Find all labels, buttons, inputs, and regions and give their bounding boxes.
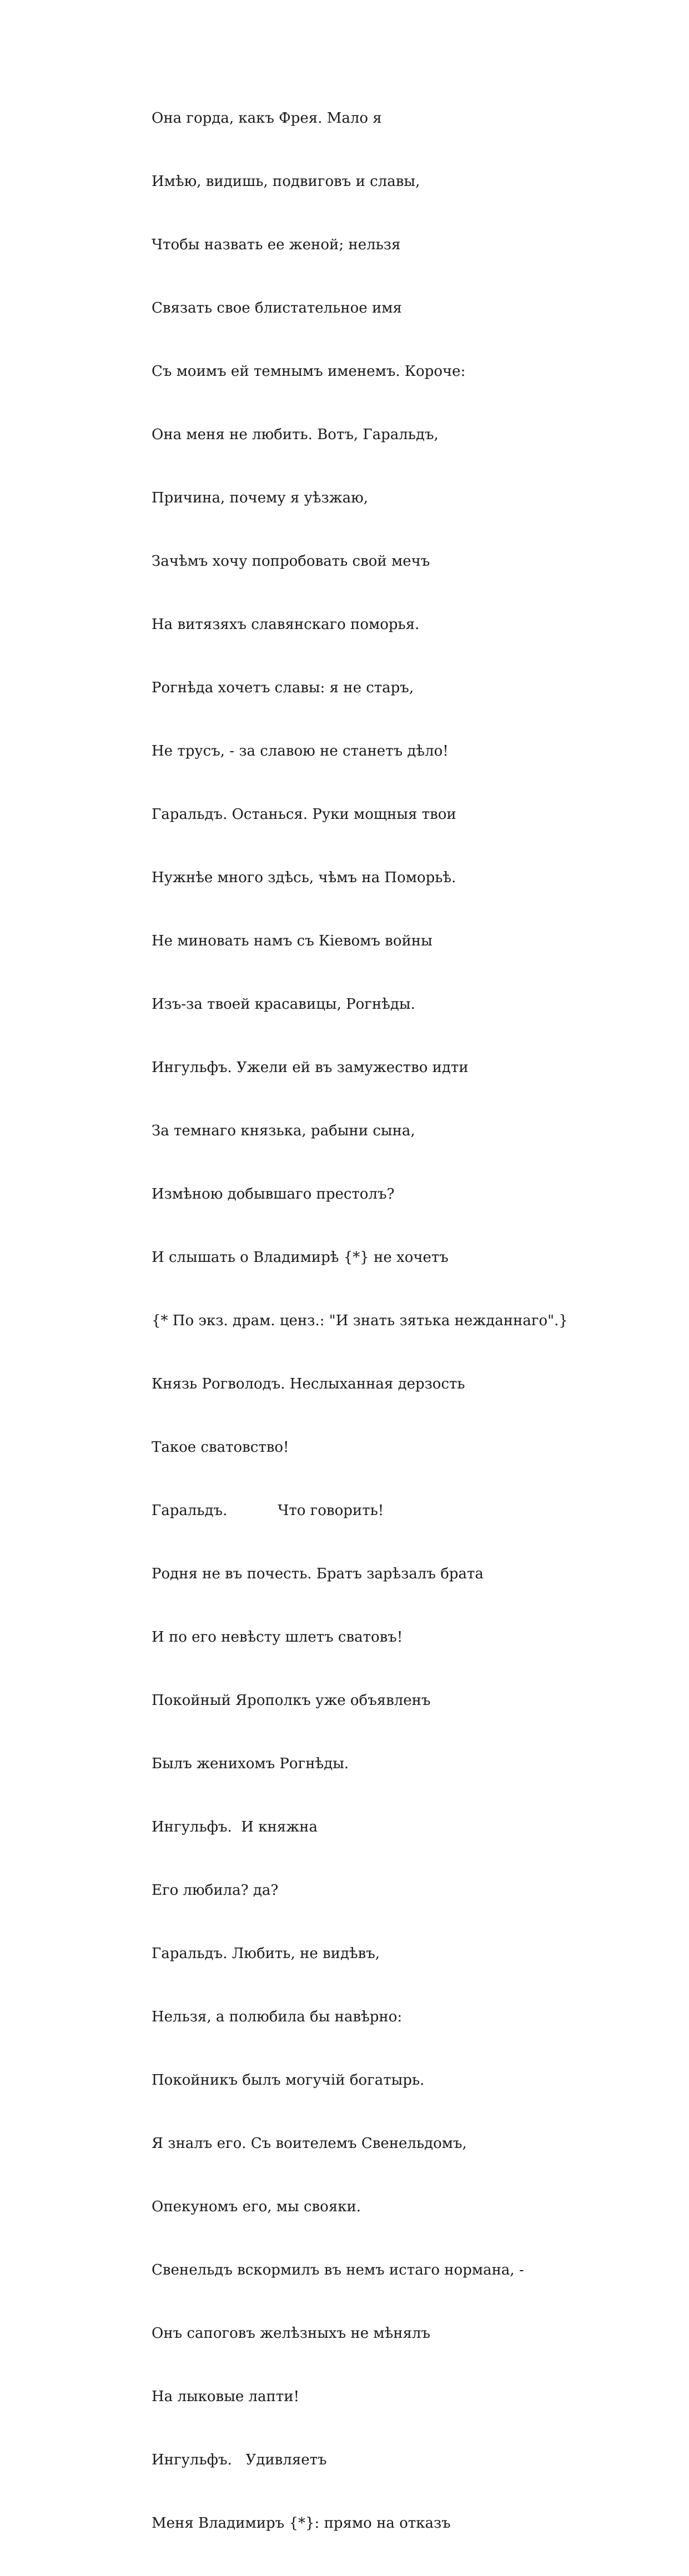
text-line: Нельзя, а полюбила бы навѣрно: bbox=[152, 2009, 403, 2025]
text-line: Ингульфъ. Удивляетъ bbox=[152, 2452, 327, 2468]
text-line: Гаральдъ. Что говорить! bbox=[152, 1502, 384, 1519]
text-line: Зачѣмъ хочу попробовать свой мечъ bbox=[152, 553, 430, 570]
text-line: Она меня не любить. Вотъ, Гаральдъ, bbox=[152, 426, 439, 443]
verse-text bbox=[152, 66, 651, 2576]
text-line: И по его невѣсту шлетъ сватовъ! bbox=[152, 1629, 403, 1646]
text-line: Родня не въ почесть. Братъ зарѣзалъ брата bbox=[152, 1566, 484, 1582]
text-line: Изъ-за твоей красавицы, Рогнѣды. bbox=[152, 996, 415, 1013]
text-line: Я зналъ его. Съ воителемъ Свенельдомъ, bbox=[152, 2135, 467, 2152]
text-line: Гаральдъ. Любить, не видѣвъ, bbox=[152, 1945, 380, 1962]
text-line: На лыковые лапти! bbox=[152, 2388, 300, 2405]
text-line: Не миновать намъ съ Кіевомъ войны bbox=[152, 933, 432, 949]
footnote-line: {* По экз. драм. ценз.: "И знать зятька нежданнаго".} bbox=[152, 1312, 568, 1329]
text-line: За темнаго князька, рабыни сына, bbox=[152, 1123, 415, 1139]
text-line: Онъ сапоговъ желѣзныхъ не мѣнялъ bbox=[152, 2325, 431, 2342]
text-line: Связать свое блистательное имя bbox=[152, 300, 402, 316]
text-line: Не трусъ, - за славою не станетъ дѣло! bbox=[152, 743, 449, 759]
text-line: Нужнѣе много здѣсь, чѣмъ на Поморьѣ. bbox=[152, 869, 456, 886]
text-line: Ингульфъ. И княжна bbox=[152, 1819, 318, 1835]
text-line: Измѣною добывшаго престолъ? bbox=[152, 1186, 395, 1203]
text-line: Меня Владимиръ {*}: прямо на отказъ bbox=[152, 2515, 451, 2532]
text-line: Рогнѣда хочетъ славы: я не старъ, bbox=[152, 680, 414, 696]
text-line: Опекуномъ его, мы свояки. bbox=[152, 2198, 361, 2215]
text-line: Свенельдъ вскормилъ въ немъ истаго нормана, - bbox=[152, 2262, 524, 2278]
text-line: Его любила? да? bbox=[152, 1882, 279, 1899]
text-line: Покойникъ былъ могучій богатырь. bbox=[152, 2072, 425, 2089]
text-line: Такое сватовство! bbox=[152, 1439, 289, 1456]
text-line: Ингульфъ. Ужели ей въ замужество идти bbox=[152, 1059, 469, 1076]
text-line: Князь Рогволодъ. Неслыханная дерзость bbox=[152, 1376, 465, 1392]
text-line: Съ моимъ ей темнымъ именемъ. Короче: bbox=[152, 363, 466, 380]
text-line: Причина, почему я уѣзжаю, bbox=[152, 490, 369, 506]
text-line: Гаральдъ. Останься. Руки мощныя твои bbox=[152, 806, 456, 823]
text-line: Имѣю, видишь, подвиговъ и славы, bbox=[152, 173, 420, 190]
text-line: Покойный Ярополкъ уже объявленъ bbox=[152, 1692, 431, 1709]
text-line: Чтобы назвать ее женой; нельзя bbox=[152, 237, 401, 253]
text-line: На витязяхъ славянскаго поморья. bbox=[152, 616, 420, 633]
text-line: И слышать о Владимирѣ {*} не хочетъ bbox=[152, 1249, 449, 1266]
text-line: Она горда, какъ Фрея. Мало я bbox=[152, 110, 382, 127]
text-line: Былъ женихомъ Рогнѣды. bbox=[152, 1755, 349, 1772]
